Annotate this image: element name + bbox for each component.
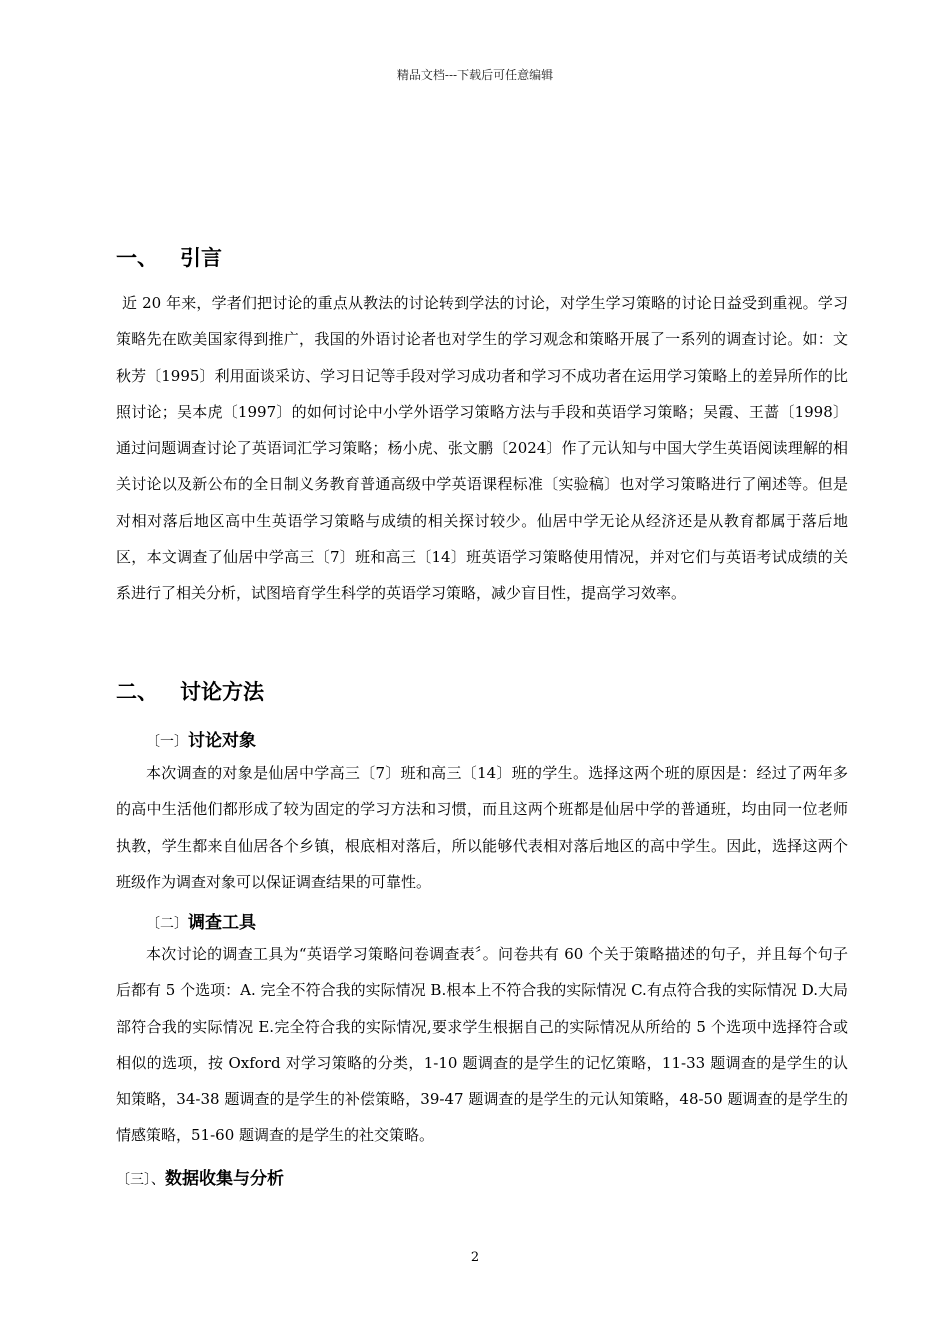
subheading-tools: [146, 908, 256, 933]
subheading-data: [116, 1164, 284, 1189]
section-number: 一、: [116, 246, 158, 270]
section-number: 二、: [116, 680, 158, 704]
subheading-prefix: 〔一〕: [146, 734, 188, 750]
intro-paragraph: 近 20 年来，学者们把讨论的重点从教法的讨论转到学法的讨论，对学生学习策略的讨论日益受到重视。学习策略先在欧美国家得到推广，我国的外语讨论者也对学生的学习观念和策略开展了一系列的调查讨论。如：文秋芳〔1995〕利用面谈采访、学习日记等手段对学习成功者和学习不成功者在运用学习策略上的差异所作的比照讨论；吴本虎〔1997〕的如何讨论中小学外语学习策略方法与手段和英语学习策略；吴霞、王蔷〔1998〕通过问题调查讨论了英语词汇学习策略；杨小虎、张文鹏〔2024〕作了元认知与中国大学生英语阅读理解的相关讨论以及新公布的全日制义务教育普通高级中学英语课程标准〔实验稿〕也对学习策略进行了阐述等。但是对相对落后地区高中生英语学习策略与成绩的相关探讨较少。仙居中学无论从经济还是从教育都属于落后地区，本文调查了仙居中学高三〔7〕班和高三〔14〕班英语学习策略使用情况，并对它们与英语考试成绩的关系进行了相关分析，试图培育学生科学的英语学习策略，减少盲目性，提高学习效率。: [116, 294, 848, 603]
page-number: 2: [470, 1250, 480, 1265]
section-heading-method: [116, 676, 264, 706]
page-header: 精品文档---下载后可任意编辑: [396, 68, 554, 82]
subheading-prefix: 〔三〕、: [116, 1172, 165, 1188]
subheading-prefix: 〔二〕: [146, 916, 188, 932]
subheading-title: 数据收集与分析: [165, 1169, 284, 1189]
subjects-paragraph: 本次调查的对象是仙居中学高三〔7〕班和高三〔14〕班的学生。选择这两个班的原因是：经过了两年多的高中生活他们都形成了较为固定的学习方法和习惯，而且这两个班都是仙居中学的普通班，均由同一位老师执教，学生都来自仙居各个乡镇，根底相对落后，所以能够代表相对落后地区的高中学生。因此，选择这两个班级作为调查对象可以保证调查结果的可靠性。: [116, 764, 848, 891]
subheading-subjects: [146, 726, 256, 751]
subheading-title: 调查工具: [188, 913, 256, 933]
subheading-title: 讨论对象: [188, 731, 256, 751]
section-title: 讨论方法: [180, 680, 264, 704]
section-heading-intro: [116, 242, 222, 272]
tools-paragraph: 本次讨论的调查工具为“英语学习策略问卷调查表〞。问卷共有 60 个关于策略描述的句子，并且每个句子后都有 5 个选项：A. 完全不符合我的实际情况 B.根本上不符合我的实际情况 C.有点符合我的实际情况 D.大局部符合我的实际情况 E.完全符合我的实际情况,要求学生根据自己的实际情况从所给的 5 个选项中选择符合或相似的选项，按 Oxford 对学习策略的分类，1-10 题调查的是学生的记忆策略，11-33 题调查的是学生的认知策略，34-38 题调查的是学生的补偿策略，39-47 题调查的是学生的元认知策略，48-50 题调查的是学生的情感策略，51-60 题调查的是学生的社交策略。: [116, 945, 848, 1145]
section-title: 引言: [180, 246, 222, 270]
